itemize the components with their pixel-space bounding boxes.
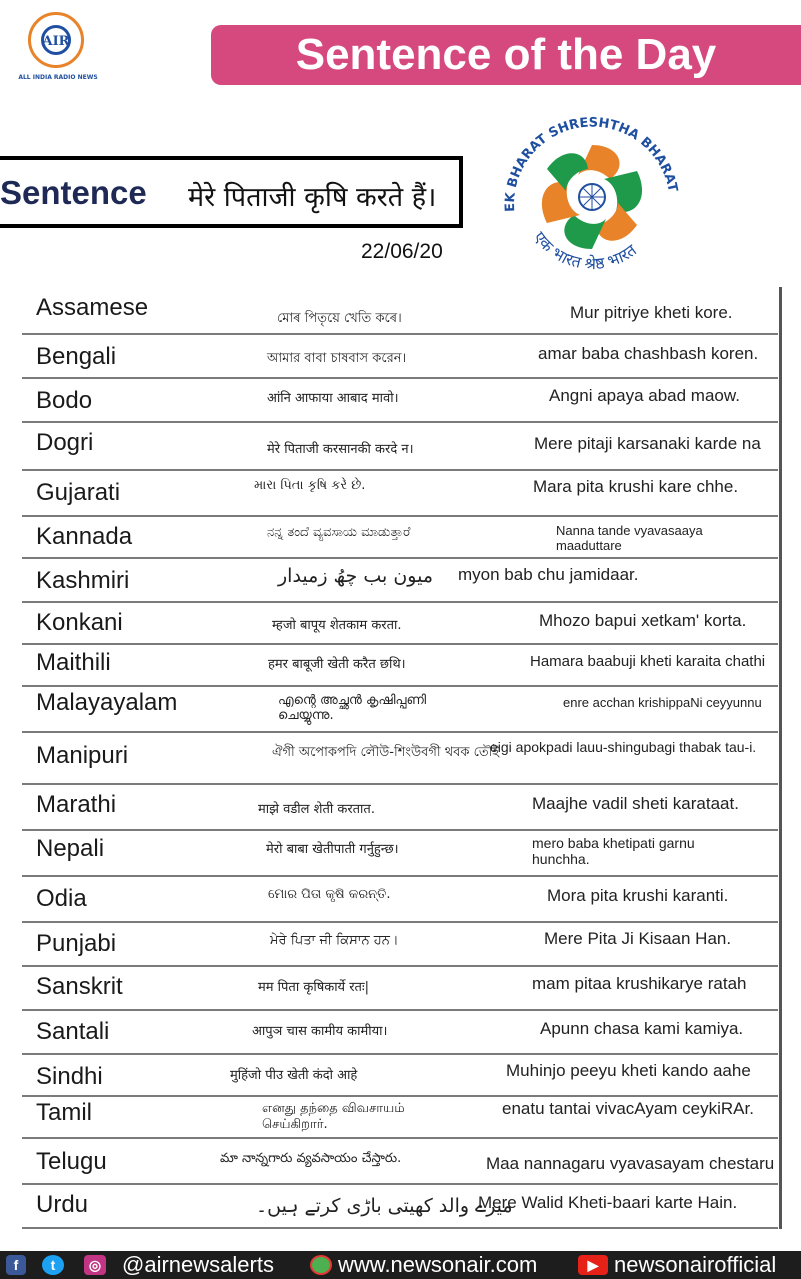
table-row — [22, 1139, 778, 1185]
native-sentence: আমার বাবা চাষবাস করেন। — [267, 351, 407, 366]
romanized-sentence: mam pitaa krushikarye ratah — [532, 974, 747, 993]
ebsb-logo — [497, 107, 687, 287]
romanized-sentence: Nanna tande vyavasaaya maaduttare — [556, 523, 703, 553]
table-row — [22, 967, 778, 1011]
table-row — [22, 785, 778, 831]
language-name: Assamese — [36, 294, 149, 321]
air-logo — [18, 12, 98, 84]
language-name: Konkani — [36, 609, 123, 636]
sentence-label: Sentence — [0, 174, 147, 211]
romanized-sentence: Mora pita krushi karanti. — [547, 886, 729, 905]
romanized-sentence: mero baba khetipati garnu hunchha. — [532, 835, 695, 867]
youtube-icon[interactable]: ▶ — [578, 1255, 608, 1275]
table-row — [22, 877, 778, 923]
romanized-sentence: Muhinjo peeyu kheti kando aahe — [506, 1061, 751, 1080]
table-row — [22, 287, 778, 335]
language-name: Bodo — [36, 387, 93, 414]
table-row — [22, 645, 778, 687]
native-sentence: ನನ್ನ ತಂದೆ ವ್ಯವಸಾಯ ಮಾಡುತ್ತಾರೆ — [267, 525, 411, 540]
language-name: Sanskrit — [36, 973, 123, 1000]
romanized-sentence: Mur pitriye kheti kore. — [570, 303, 733, 322]
native-sentence: माझे वडील शेती करतात. — [258, 802, 375, 817]
native-sentence: आंनि आफाया आबाद मावो। — [267, 391, 399, 406]
romanized-sentence: Maajhe vadil sheti karataat. — [532, 794, 739, 813]
native-sentence: ਮੇਰੇ ਪਿਤਾ ਜੀ ਕਿਸਾਨ ਹਨ। — [270, 933, 399, 948]
air-logo-caption: ALL INDIA RADIO NEWS — [18, 74, 98, 81]
native-sentence: आपुञ चास कामीय कामीया। — [252, 1024, 388, 1039]
native-sentence: మా నాన్నగారు వ్యవసాయం చేస్తారు. — [220, 1151, 402, 1166]
ebsb-english-text: EK BHARAT SHRESHTHA BHARAT — [502, 115, 680, 213]
romanized-sentence: Hamara baabuji kheti karaita chathi — [530, 653, 766, 670]
table-row — [22, 1055, 778, 1097]
native-sentence: எனது தந்தை விவசாயம் செய்கிறார். — [262, 1101, 405, 1132]
native-sentence: मम पिता कृषिकार्ये रतः| — [258, 980, 369, 995]
table-row — [22, 517, 778, 559]
native-sentence: मेरे पिताजी करसानकी करदे न। — [267, 442, 414, 457]
table-row — [22, 687, 778, 733]
language-name: Urdu — [36, 1191, 89, 1218]
youtube-handle[interactable]: newsonairofficial — [614, 1252, 777, 1277]
romanized-sentence: myon bab chu jamidaar. — [458, 565, 639, 584]
language-name: Manipuri — [36, 742, 129, 769]
facebook-icon[interactable]: f — [6, 1255, 26, 1275]
air-logo-ring — [28, 12, 84, 68]
native-sentence: मेरो बाबा खेतीपाती गर्नुहुन्छ। — [266, 842, 399, 857]
table-row — [22, 923, 778, 967]
table-row — [22, 471, 778, 517]
table-row — [22, 379, 778, 423]
table-row — [22, 559, 778, 603]
language-name: Tamil — [36, 1099, 93, 1126]
romanized-sentence: Apunn chasa kami kamiya. — [540, 1019, 744, 1038]
chrome-icon[interactable] — [310, 1255, 332, 1275]
language-name: Bengali — [36, 343, 117, 370]
language-name: Maithili — [36, 649, 111, 676]
language-name: Sindhi — [36, 1063, 103, 1090]
native-sentence: मुहिंजो पीउ खेती कंदो आहे — [230, 1068, 358, 1083]
native-sentence: میون بب چھُ زمیدار — [278, 565, 434, 587]
romanized-sentence: enatu tantai vivacAyam ceykiRAr. — [502, 1099, 754, 1118]
native-sentence: મારા પિતા કૃષિ કરે છે. — [254, 478, 366, 493]
table-row — [22, 1097, 778, 1139]
air-logo-abbrev: AIR — [42, 34, 70, 49]
romanized-sentence: eigi apokpadi lauu-shingubagi thabak tau-i. — [490, 739, 757, 755]
romanized-sentence: amar baba chashbash koren. — [538, 344, 759, 363]
native-sentence: মোৰ পিতৃয়ে খেতি কৰে। — [277, 311, 402, 326]
language-name: Gujarati — [36, 479, 121, 506]
language-name: Odia — [36, 885, 87, 912]
language-name: Santali — [36, 1018, 110, 1045]
social-handle[interactable]: @airnewsalerts — [122, 1252, 274, 1277]
native-sentence: میرے والد کھیتی باڑی کرتے ہیں۔ — [256, 1195, 513, 1217]
romanized-sentence: Mere Walid Kheti-baari karte Hain. — [478, 1193, 738, 1212]
romanized-sentence: Mere Pita Ji Kisaan Han. — [544, 929, 732, 948]
romanized-sentence: Angni apaya abad maow. — [549, 386, 740, 405]
table-row — [22, 603, 778, 645]
native-sentence: हमर बाबूजी खेती करैत छथि। — [268, 657, 406, 672]
romanized-sentence: Maa nannagaru vyavasayam chestaru — [486, 1154, 775, 1173]
twitter-icon[interactable]: t — [42, 1255, 64, 1275]
romanized-sentence: Mara pita krushi kare chhe. — [533, 477, 739, 496]
table-row — [22, 423, 778, 471]
romanized-sentence: Mere pitaji karsanaki karde na — [534, 434, 761, 453]
romanized-sentence: Mhozo bapui xetkam' korta. — [539, 611, 747, 630]
native-sentence: ମୋର ପିତା କୃଷି କରନ୍ତି. — [268, 887, 391, 902]
language-name: Marathi — [36, 791, 117, 818]
table-row — [22, 1185, 778, 1229]
table-row — [22, 1011, 778, 1055]
table-row — [22, 831, 778, 877]
table-row — [22, 733, 778, 785]
instagram-icon[interactable]: ◎ — [84, 1255, 106, 1275]
language-name: Nepali — [36, 835, 105, 862]
native-sentence: ঐগী অপোকপদি লৌউ-শিংউবগী থবক তৌই — [272, 745, 500, 760]
language-name: Dogri — [36, 429, 94, 456]
language-name: Kannada — [36, 523, 133, 550]
language-name: Punjabi — [36, 930, 117, 957]
website-link[interactable]: www.newsonair.com — [338, 1252, 538, 1277]
sentence-text: मेरे पिताजी कृषि करते हैं। — [188, 182, 437, 213]
language-name: Telugu — [36, 1148, 107, 1175]
page-title: Sentence of the Day — [295, 30, 717, 79]
table-row — [22, 335, 778, 379]
footer-bar — [0, 1251, 801, 1279]
ebsb-hindi-text: एक भारत श्रेष्ठ भारत — [529, 228, 640, 274]
native-sentence: എന്റെ അച്ഛൻ കൃഷിപ്പണി ചെയ്യുന്നു. — [278, 693, 427, 723]
native-sentence: म्हजो बापूय शेतकाम करता. — [272, 618, 402, 633]
ebsb-swirl-icon — [542, 145, 642, 249]
romanized-sentence: enre acchan krishippaNi ceyyunnu — [563, 695, 762, 710]
language-name: Malayayalam — [36, 689, 178, 716]
sentence-date: 22/06/20 — [361, 240, 443, 263]
title-banner — [211, 25, 801, 85]
language-name: Kashmiri — [36, 567, 130, 594]
